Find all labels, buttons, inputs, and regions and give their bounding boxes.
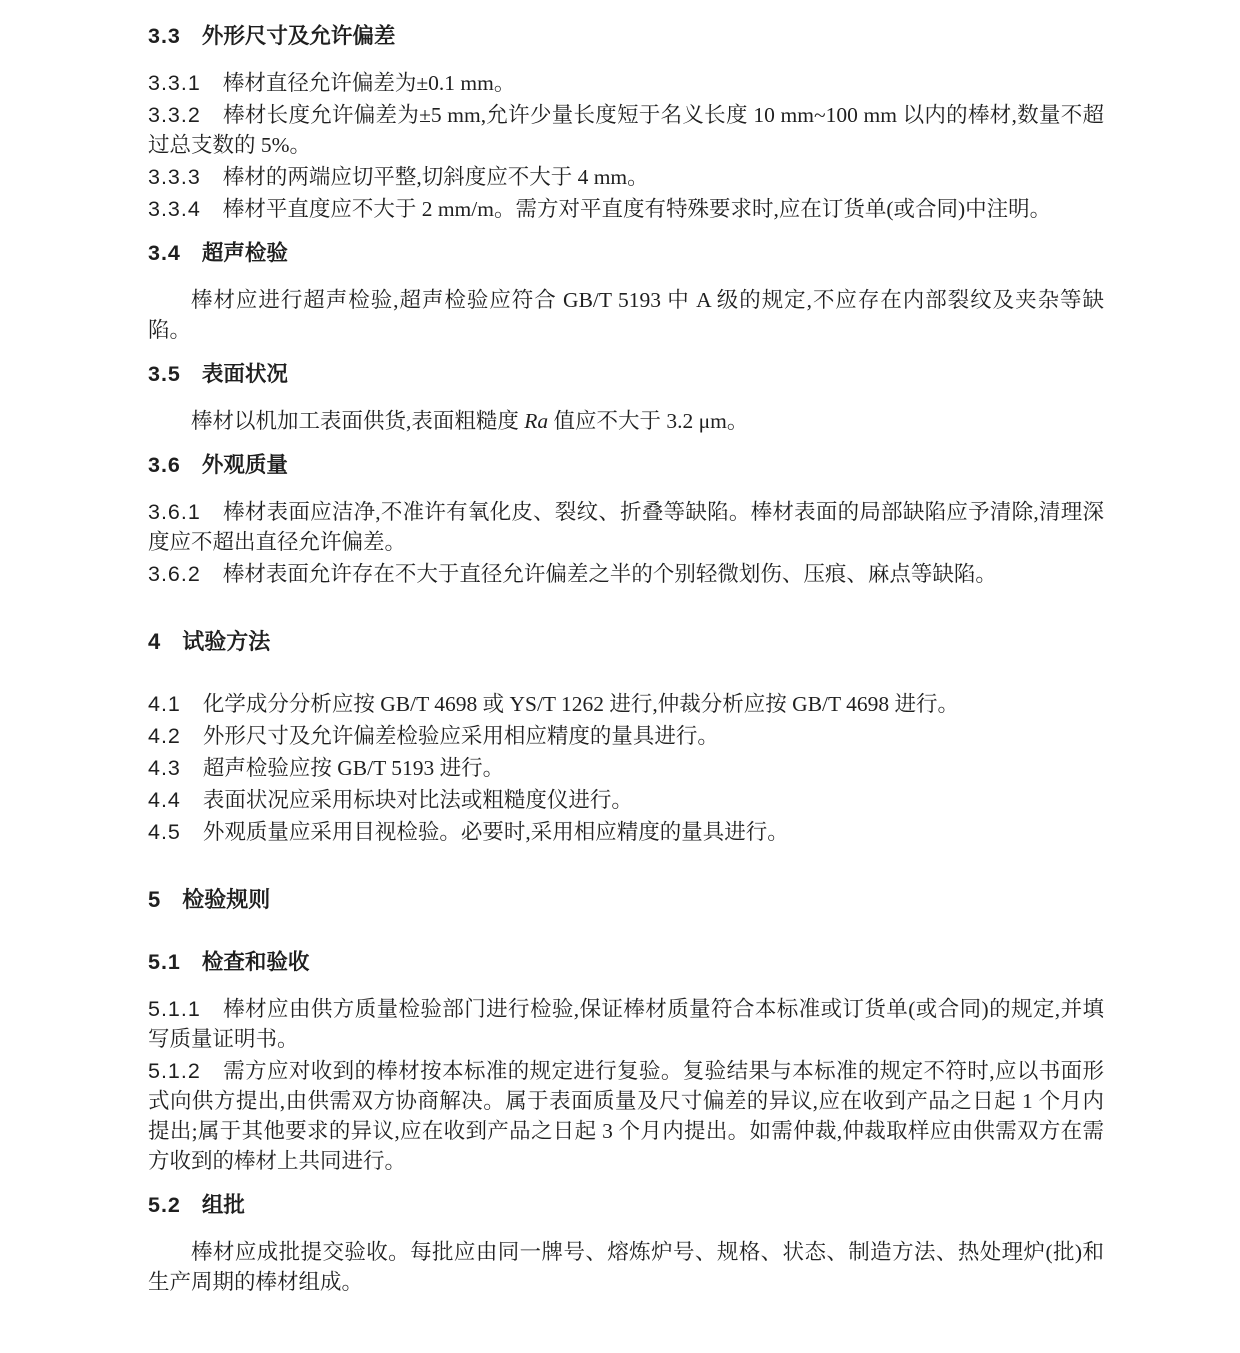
section-number: 3.4 [148, 241, 181, 265]
section-title: 检查和验收 [201, 950, 310, 974]
clause-4-2 [148, 721, 1104, 751]
clause-text: 棒材表面应洁净,不准许有氧化皮、裂纹、折叠等缺陷。棒材表面的局部缺陷应予清除,清理深度应不超出直径允许偏差。 [148, 500, 1104, 554]
clause-text: 棒材直径允许偏差为±0.1 mm。 [222, 71, 516, 95]
clause-text: 需方应对收到的棒材按本标准的规定进行复验。复验结果与本标准的规定不符时,应以书面形式向供方提出,由供需双方协商解决。属于表面质量及尺寸偏差的异议,应在收到产品之日起 1 个月内提出;属于其他要求的异议,应在收到产品之日起 3 个月内提出。如需仲裁,仲裁取样应由供需双方在需方收到的棒材上共同进行。 [148, 1059, 1104, 1173]
paragraph-5-2 [148, 1237, 1104, 1297]
chapter-heading-5 [148, 885, 1104, 915]
section-title: 外形尺寸及允许偏差 [201, 24, 396, 48]
paragraph-text: 值应不大于 3.2 μm。 [548, 409, 749, 433]
clause-text: 棒材表面允许存在不大于直径允许偏差之半的个别轻微划伤、压痕、麻点等缺陷。 [222, 562, 997, 586]
section-title: 超声检验 [201, 241, 288, 265]
clause-number: 3.6.1 [148, 500, 201, 524]
ra-roughness-symbol: Ra [524, 409, 549, 433]
section-number: 3.6 [148, 453, 181, 477]
section-number: 3.5 [148, 362, 181, 386]
chapter-number: 5 [148, 887, 162, 912]
section-heading-3-5 [148, 359, 1104, 389]
chapter-title: 试验方法 [182, 629, 271, 654]
clause-4-5 [148, 817, 1104, 847]
clause-number: 3.3.4 [148, 197, 201, 221]
clause-number: 4.1 [148, 692, 181, 716]
clause-3-3-1 [148, 68, 1104, 98]
clause-text: 棒材的两端应切平整,切斜度应不大于 4 mm。 [222, 165, 649, 189]
clause-3-3-2 [148, 100, 1104, 160]
chapter-number: 4 [148, 629, 162, 654]
clause-3-6-2 [148, 559, 1104, 589]
section-heading-3-4 [148, 238, 1104, 268]
clause-number: 3.3.2 [148, 103, 201, 127]
clause-4-1 [148, 689, 1104, 719]
clause-4-3 [148, 753, 1104, 783]
clause-number: 3.3.3 [148, 165, 201, 189]
clause-3-6-1 [148, 497, 1104, 557]
clause-5-1-1 [148, 994, 1104, 1054]
clause-text: 棒材长度允许偏差为±5 mm,允许少量长度短于名义长度 10 mm~100 mm 以内的棒材,数量不超过总支数的 5%。 [148, 103, 1104, 157]
section-title: 外观质量 [201, 453, 288, 477]
clause-text: 外形尺寸及允许偏差检验应采用相应精度的量具进行。 [202, 724, 719, 748]
clause-number: 4.5 [148, 820, 181, 844]
clause-3-3-3 [148, 162, 1104, 192]
section-heading-3-6 [148, 450, 1104, 480]
clause-5-1-2 [148, 1056, 1104, 1176]
section-number: 5.1 [148, 950, 181, 974]
clause-number: 4.4 [148, 788, 181, 812]
section-heading-3-3 [148, 21, 1104, 51]
paragraph-3-5 [148, 406, 1104, 436]
clause-number: 4.2 [148, 724, 181, 748]
clause-number: 3.3.1 [148, 71, 201, 95]
clause-text: 外观质量应采用目视检验。必要时,采用相应精度的量具进行。 [202, 820, 789, 844]
paragraph-text: 棒材应成批提交验收。每批应由同一牌号、熔炼炉号、规格、状态、制造方法、热处理炉(批)和生产周期的棒材组成。 [148, 1240, 1104, 1294]
clause-3-3-4 [148, 194, 1104, 224]
paragraph-3-4 [148, 285, 1104, 345]
section-heading-5-2 [148, 1190, 1104, 1220]
clause-number: 5.1.2 [148, 1059, 201, 1083]
chapter-heading-4 [148, 627, 1104, 657]
section-heading-5-1 [148, 947, 1104, 977]
paragraph-text: 棒材应进行超声检验,超声检验应符合 GB/T 5193 中 A 级的规定,不应存在内部裂纹及夹杂等缺陷。 [148, 288, 1104, 342]
clause-text: 棒材应由供方质量检验部门进行检验,保证棒材质量符合本标准或订货单(或合同)的规定,并填写质量证明书。 [148, 997, 1104, 1051]
clause-number: 3.6.2 [148, 562, 201, 586]
clause-text: 超声检验应按 GB/T 5193 进行。 [202, 756, 505, 780]
clause-4-4 [148, 785, 1104, 815]
clause-text: 棒材平直度应不大于 2 mm/m。需方对平直度有特殊要求时,应在订货单(或合同)中注明。 [222, 197, 1052, 221]
clause-number: 5.1.1 [148, 997, 201, 1021]
section-number: 3.3 [148, 24, 181, 48]
chapter-title: 检验规则 [182, 887, 271, 912]
clause-text: 表面状况应采用标块对比法或粗糙度仪进行。 [202, 788, 633, 812]
paragraph-text: 棒材以机加工表面供货,表面粗糙度 [191, 409, 525, 433]
section-title: 表面状况 [201, 362, 288, 386]
section-title: 组批 [201, 1193, 245, 1217]
clause-number: 4.3 [148, 756, 181, 780]
clause-text: 化学成分分析应按 GB/T 4698 或 YS/T 1262 进行,仲裁分析应按 GB/T 4698 进行。 [202, 692, 960, 716]
section-number: 5.2 [148, 1193, 181, 1217]
